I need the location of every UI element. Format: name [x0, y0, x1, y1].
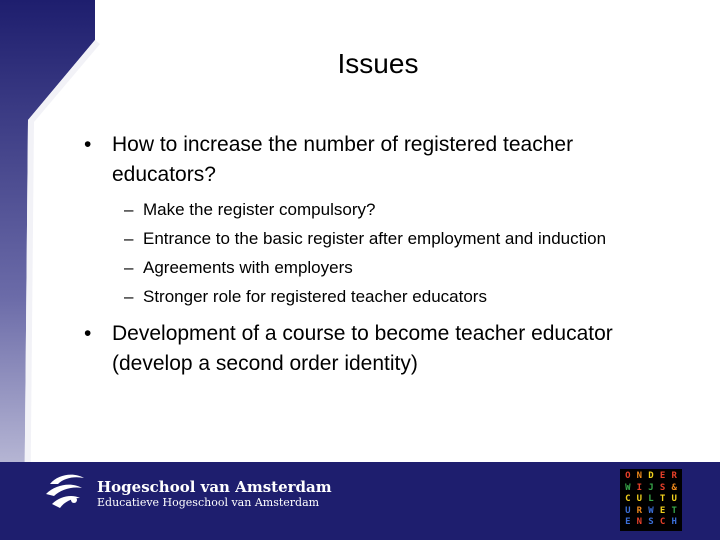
sub-bullet-glyph: – — [124, 229, 134, 248]
bullet-item — [82, 130, 662, 190]
logo-letter: J — [648, 482, 654, 493]
sub-bullet-text: Entrance to the basic register after employment and induction — [143, 229, 607, 248]
sub-bullet-item — [112, 256, 662, 280]
logo-letter: S — [659, 482, 666, 493]
logo-letter: I — [636, 482, 643, 493]
brand-name: Hogeschool van Amsterdam — [97, 478, 332, 496]
logo-letter: D — [648, 471, 654, 481]
logo-letter: U — [625, 505, 631, 516]
logo-letter: C — [625, 494, 631, 505]
logo-letter: L — [648, 494, 654, 505]
logo-letter: H — [671, 517, 677, 528]
sub-bullet-glyph: – — [124, 258, 134, 277]
logo-letter: W — [625, 482, 631, 493]
sub-bullet-text: Stronger role for registered teacher educators — [143, 287, 487, 306]
onderwijs-cultuur-logo — [620, 469, 682, 531]
sub-bullet-glyph: – — [124, 200, 134, 219]
brand-subname: Educatieve Hogeschool van Amsterdam — [97, 496, 320, 509]
sub-bullet-item — [112, 285, 662, 309]
bullet-list — [82, 130, 662, 379]
logo-letter: & — [671, 482, 677, 493]
bullet-glyph: • — [84, 133, 92, 156]
sub-bullet-glyph: – — [124, 287, 134, 306]
sub-bullet-text: Agreements with employers — [143, 258, 353, 277]
logo-letter: N — [636, 471, 643, 481]
logo-letter: O — [625, 471, 631, 481]
logo-letter: T — [671, 505, 677, 516]
logo-letter: R — [671, 471, 677, 481]
logo-letter: E — [659, 505, 666, 516]
slide-title: Issues — [337, 48, 419, 79]
logo-letter: W — [648, 505, 654, 516]
logo-letter: U — [636, 494, 643, 505]
logo-letter: N — [636, 517, 643, 528]
logo-letter: S — [648, 517, 654, 528]
logo-letter: E — [625, 517, 631, 528]
sub-bullet-item — [112, 198, 662, 222]
logo-letter: R — [636, 505, 643, 516]
logo-letter: T — [659, 494, 666, 505]
logo-letter: C — [659, 517, 666, 528]
sub-bullet-item — [112, 227, 662, 251]
sub-bullet-list — [112, 198, 662, 309]
bullet-text: How to increase the number of registered teacher educators? — [112, 133, 574, 186]
logo-letter: U — [671, 494, 677, 505]
sub-bullet-text: Make the register compulsory? — [143, 200, 376, 219]
bullet-glyph: • — [84, 322, 92, 345]
bullet-text: Development of a course to become teacher educator (develop a second order identity) — [112, 322, 613, 375]
logo-letter: E — [659, 471, 666, 481]
bullet-item — [82, 319, 662, 379]
hva-swoosh-icon — [44, 470, 90, 514]
